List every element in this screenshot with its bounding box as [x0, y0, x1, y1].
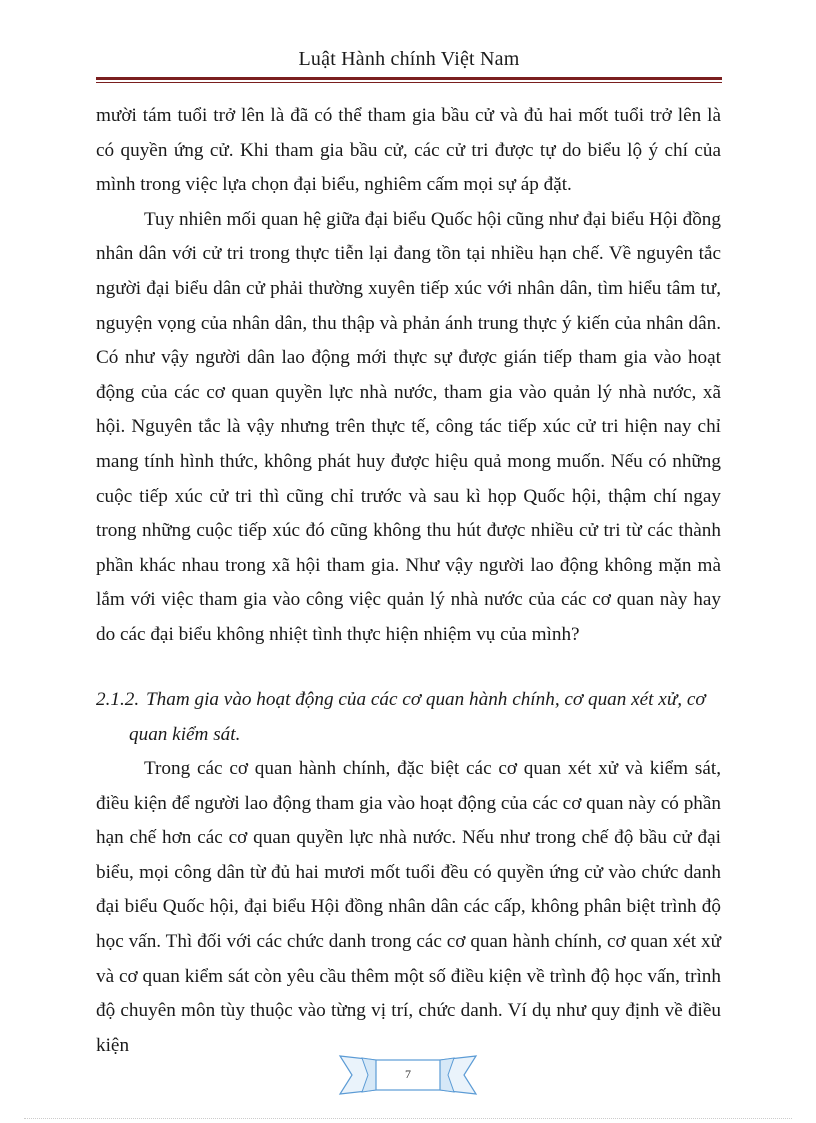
paragraph-2: Tuy nhiên mối quan hệ giữa đại biểu Quốc hội cũng như đại biểu Hội đồng nhân dân với cử tri trong thực tiễn lại đang tồn tại nhiều hạn chế. Về nguyên tắc người đại biểu dân cử phải thường xuyên tiếp xúc với nhân dân, tìm hiểu tâm tư, nguyện vọng của nhân dân, thu thập và phản ánh trung thực ý kiến của nhân dân. Có như vậy người dân lao động mới thực sự được gián tiếp tham gia vào hoạt động của các cơ quan quyền lực nhà nước, tham gia vào quản lý nhà nước, xã hội. Nguyên tắc là vậy nhưng trên thực tế, công tác tiếp xúc cử tri hiện nay chỉ mang tính hình thức, không phát huy được hiệu quả mong muốn. Nếu có những cuộc tiếp xúc cử tri thì cũng chỉ trước và sau kì họp Quốc hội, thậm chí ngay trong những cuộc tiếp xúc đó cũng không thu hút được nhiều cử tri từ các thành phần khác nhau trong xã hội tham gia. Như vậy người lao động không mặn mà lắm với việc tham gia vào công việc quản lý nhà nước của các cơ quan này hay do các đại biểu không nhiệt tình thực hiện nhiệm vụ của mình?: [96, 208, 721, 645]
header-rule-thin: [96, 82, 722, 83]
page-bottom-divider: [24, 1118, 792, 1119]
paragraph-1: mười tám tuổi trở lên là đã có thể tham gia bầu cử và đủ hai mốt tuổi trở lên là có quyền ứng cử. Khi tham gia bầu cử, các cử tri được tự do biểu lộ ý chí của mình trong việc lựa chọn đại biểu, nghiêm cấm mọi sự áp đặt.: [96, 105, 721, 196]
section-heading: [96, 683, 721, 752]
header-rule-thick: [96, 77, 722, 80]
section-title-line1: Tham gia vào hoạt động của các cơ quan hành chính, cơ quan xét xử, cơ: [145, 689, 706, 710]
section-number: 2.1.2.: [96, 689, 140, 710]
paragraph-3: Trong các cơ quan hành chính, đặc biệt các cơ quan xét xử và kiểm sát, điều kiện để người lao động tham gia vào hoạt động của các cơ quan này có phần hạn chế hơn các cơ quan quyền lực nhà nước. Nếu như trong chế độ bầu cử đại biểu, mọi công dân từ đủ hai mươi mốt tuổi đều có quyền ứng cử vào chức danh đại biểu Quốc hội, đại biểu Hội đồng nhân dân các cấp, không phân biệt trình độ học vấn. Thì đối với các chức danh trong các cơ quan hành chính, cơ quan xét xử và cơ quan kiểm sát còn yêu cầu thêm một số điều kiện về trình độ học vấn, trình độ chuyên môn tùy thuộc vào từng vị trí, chức danh. Ví dụ như quy định về điều kiện: [96, 758, 721, 1056]
body-text-upper: [96, 99, 721, 653]
page-number-ornament: [338, 1052, 478, 1098]
section-title-line2: quan kiểm sát.: [129, 723, 241, 745]
page-number: 7: [405, 1067, 411, 1081]
page-header-title: Luật Hành chính Việt Nam: [298, 48, 520, 70]
section-heading-line1: [96, 683, 721, 718]
body-text-lower: [96, 752, 721, 1063]
